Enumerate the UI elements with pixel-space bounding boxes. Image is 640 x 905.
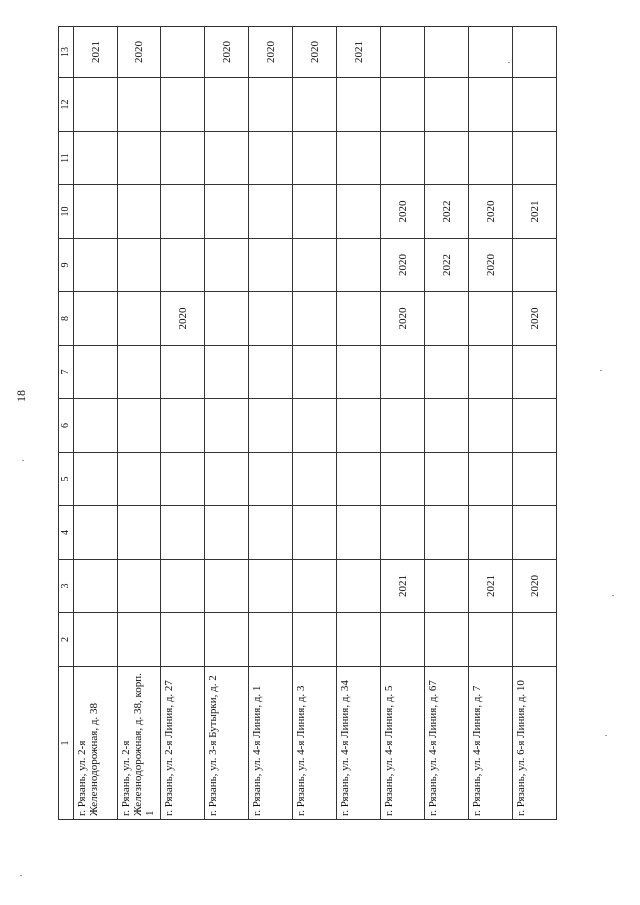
year-cell: 2021 [469, 560, 513, 613]
year-cell [205, 613, 249, 667]
table-row [513, 27, 557, 820]
year-cell [161, 185, 205, 239]
year-cell [513, 453, 557, 506]
column-number-1: 1 [59, 667, 74, 820]
year-cell [249, 453, 293, 506]
year-cell: 2022 [425, 239, 469, 292]
year-cell [118, 292, 161, 346]
year-cell [293, 239, 337, 292]
year-cell [337, 613, 381, 667]
year-cell [249, 560, 293, 613]
year-cell [293, 560, 337, 613]
year-cell [74, 239, 118, 292]
table-row [249, 27, 293, 820]
year-cell [425, 132, 469, 185]
year-cell [425, 453, 469, 506]
scan-speck [600, 370, 602, 371]
page-number: 18 [14, 390, 28, 402]
table-row [293, 27, 337, 820]
year-cell [118, 185, 161, 239]
year-cell [74, 613, 118, 667]
column-number-10: 10 [59, 185, 74, 239]
year-cell [381, 346, 425, 399]
year-cell [249, 399, 293, 453]
year-cell [118, 560, 161, 613]
year-cell [161, 239, 205, 292]
year-cell [205, 292, 249, 346]
year-cell [74, 346, 118, 399]
year-cell [381, 27, 425, 78]
year-cell [118, 506, 161, 560]
year-cell [205, 78, 249, 132]
year-cell [337, 506, 381, 560]
year-cell [469, 292, 513, 346]
year-cell [337, 560, 381, 613]
year-cell [469, 399, 513, 453]
column-number-7: 7 [59, 346, 74, 399]
address-cell: г. Рязань, ул. 4-я Линия, д. 67 [425, 667, 469, 820]
year-cell [513, 27, 557, 78]
year-cell [249, 506, 293, 560]
column-number-5: 5 [59, 453, 74, 506]
column-number-4: 4 [59, 506, 74, 560]
year-cell: 2021 [381, 560, 425, 613]
year-cell [74, 399, 118, 453]
year-cell [469, 27, 513, 78]
year-cell [337, 453, 381, 506]
header-row [59, 27, 74, 820]
year-cell [249, 132, 293, 185]
address-cell: г. Рязань, ул. 6-я Линия, д. 10 [513, 667, 557, 820]
year-cell [513, 132, 557, 185]
year-cell [161, 399, 205, 453]
year-cell [337, 292, 381, 346]
address-cell: г. Рязань, ул. 2-я Железнодорожная, д. 38, корп. 1 [118, 667, 161, 820]
address-cell: г. Рязань, ул. 4-я Линия, д. 7 [469, 667, 513, 820]
year-cell [118, 78, 161, 132]
table-row [469, 27, 513, 820]
year-cell [205, 239, 249, 292]
year-cell [161, 78, 205, 132]
year-cell [469, 78, 513, 132]
year-cell [293, 346, 337, 399]
year-cell [205, 132, 249, 185]
column-number-12: 12 [59, 78, 74, 132]
year-cell [469, 613, 513, 667]
scan-speck [612, 595, 614, 596]
year-cell: 2020 [381, 239, 425, 292]
year-cell [469, 453, 513, 506]
year-cell [249, 185, 293, 239]
address-cell: г. Рязань, ул. 2-я Железнодорожная, д. 38 [74, 667, 118, 820]
year-cell [337, 239, 381, 292]
year-cell [425, 292, 469, 346]
year-cell: 2020 [205, 27, 249, 78]
year-cell [513, 239, 557, 292]
year-cell [161, 346, 205, 399]
column-number-13: 13 [59, 27, 74, 78]
year-cell [293, 399, 337, 453]
table-row [337, 27, 381, 820]
year-cell [469, 132, 513, 185]
table-row [161, 27, 205, 820]
year-cell [118, 613, 161, 667]
year-cell [293, 185, 337, 239]
address-cell: г. Рязань, ул. 3-я Бутырки, д. 2 [205, 667, 249, 820]
year-cell: 2020 [118, 27, 161, 78]
scan-speck [508, 62, 510, 63]
year-cell [425, 346, 469, 399]
year-cell [381, 78, 425, 132]
year-cell [337, 346, 381, 399]
year-cell: 2020 [249, 27, 293, 78]
year-cell [74, 506, 118, 560]
year-cell [469, 346, 513, 399]
year-cell: 2020 [513, 560, 557, 613]
year-cell [249, 613, 293, 667]
year-cell [425, 399, 469, 453]
year-cell [425, 78, 469, 132]
year-cell [381, 453, 425, 506]
year-cell [381, 399, 425, 453]
year-cell [513, 346, 557, 399]
table-row [381, 27, 425, 820]
year-cell [118, 346, 161, 399]
column-number-6: 6 [59, 399, 74, 453]
year-cell [161, 453, 205, 506]
year-cell [425, 506, 469, 560]
table-row [118, 27, 161, 820]
year-cell [425, 613, 469, 667]
address-cell: г. Рязань, ул. 4-я Линия, д. 1 [249, 667, 293, 820]
year-cell [337, 78, 381, 132]
year-cell [469, 506, 513, 560]
year-cell [293, 613, 337, 667]
capital-repair-schedule-table [58, 26, 557, 820]
year-cell [161, 613, 205, 667]
year-cell [205, 560, 249, 613]
year-cell [249, 239, 293, 292]
year-cell [74, 560, 118, 613]
address-cell: г. Рязань, ул. 4-я Линия, д. 3 [293, 667, 337, 820]
year-cell [205, 399, 249, 453]
year-cell: 2020 [293, 27, 337, 78]
year-cell [74, 453, 118, 506]
year-cell [381, 613, 425, 667]
year-cell [118, 399, 161, 453]
year-cell [161, 27, 205, 78]
year-cell: 2021 [513, 185, 557, 239]
year-cell [293, 506, 337, 560]
rotated-table-wrapper [58, 30, 563, 820]
year-cell [293, 78, 337, 132]
table-row [425, 27, 469, 820]
year-cell [161, 132, 205, 185]
scan-speck [20, 875, 22, 876]
year-cell [513, 78, 557, 132]
year-cell: 2022 [425, 185, 469, 239]
year-cell [205, 453, 249, 506]
year-cell [161, 560, 205, 613]
year-cell [513, 506, 557, 560]
year-cell [425, 27, 469, 78]
year-cell [293, 453, 337, 506]
year-cell [74, 78, 118, 132]
year-cell [249, 292, 293, 346]
year-cell [74, 292, 118, 346]
year-cell [205, 346, 249, 399]
year-cell [337, 132, 381, 185]
column-number-2: 2 [59, 613, 74, 667]
table-row [74, 27, 118, 820]
year-cell [74, 185, 118, 239]
year-cell: 2021 [337, 27, 381, 78]
year-cell [118, 453, 161, 506]
year-cell: 2020 [513, 292, 557, 346]
table-row [205, 27, 249, 820]
year-cell [337, 185, 381, 239]
address-cell: г. Рязань, ул. 4-я Линия, д. 34 [337, 667, 381, 820]
year-cell [205, 506, 249, 560]
year-cell: 2021 [74, 27, 118, 78]
year-cell [381, 506, 425, 560]
year-cell [381, 132, 425, 185]
year-cell [118, 132, 161, 185]
column-number-11: 11 [59, 132, 74, 185]
year-cell [161, 506, 205, 560]
year-cell: 2020 [469, 239, 513, 292]
year-cell: 2020 [381, 185, 425, 239]
scan-speck [605, 735, 607, 736]
column-number-8: 8 [59, 292, 74, 346]
column-number-3: 3 [59, 560, 74, 613]
year-cell: 2020 [381, 292, 425, 346]
year-cell [337, 399, 381, 453]
address-cell: г. Рязань, ул. 4-я Линия, д. 5 [381, 667, 425, 820]
column-number-9: 9 [59, 239, 74, 292]
year-cell [513, 613, 557, 667]
year-cell [74, 132, 118, 185]
year-cell [249, 346, 293, 399]
scan-speck [22, 460, 24, 461]
year-cell [293, 292, 337, 346]
year-cell [249, 78, 293, 132]
address-cell: г. Рязань, ул. 2-я Линия, д. 27 [161, 667, 205, 820]
year-cell [513, 399, 557, 453]
year-cell [205, 185, 249, 239]
year-cell [118, 239, 161, 292]
year-cell [425, 560, 469, 613]
year-cell: 2020 [161, 292, 205, 346]
year-cell [293, 132, 337, 185]
year-cell: 2020 [469, 185, 513, 239]
